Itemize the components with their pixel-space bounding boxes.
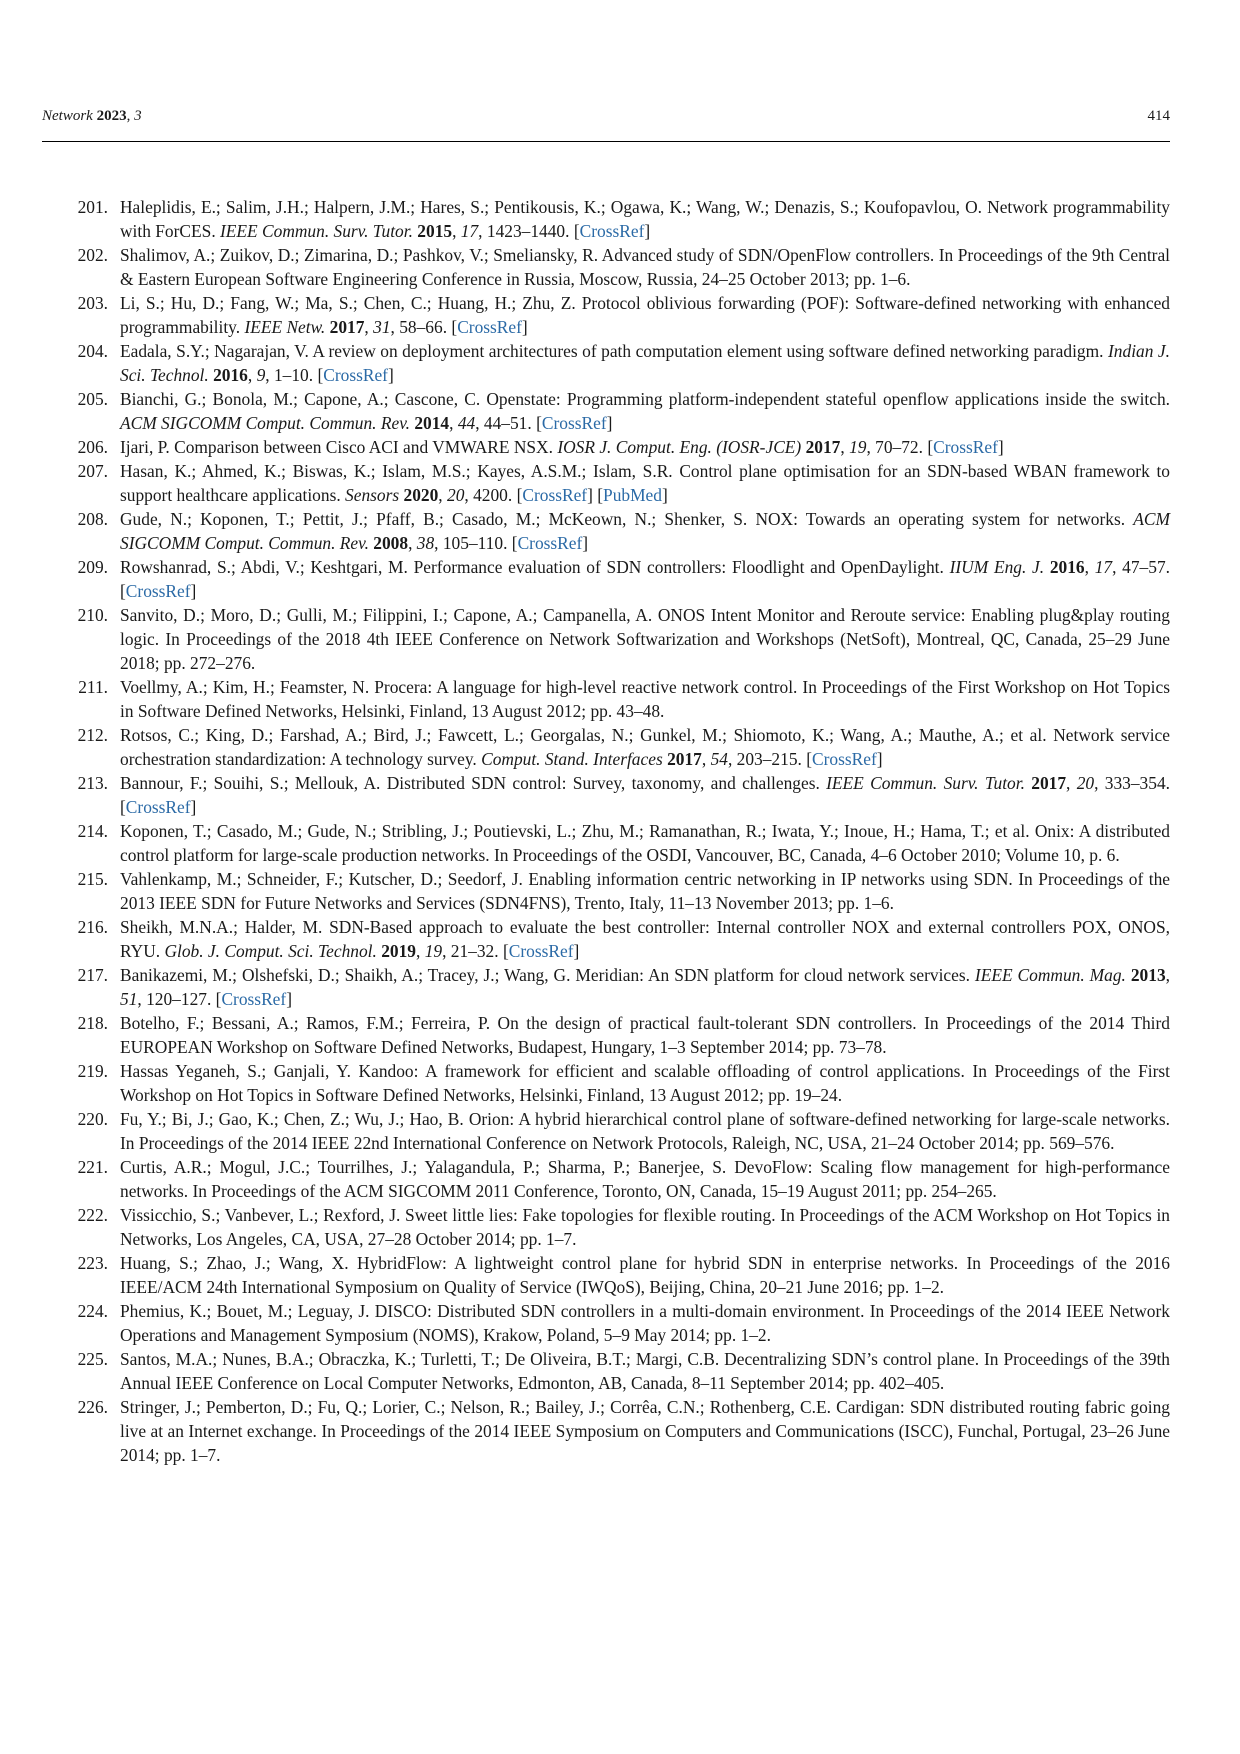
reference-number: 201.	[77, 197, 108, 217]
reference-journal: IEEE Commun. Surv. Tutor.	[826, 773, 1025, 793]
reference-year: 2017	[329, 317, 365, 337]
reference-number: 222.	[77, 1205, 108, 1225]
reference-segment: Hasan, K.; Ahmed, K.; Biswas, K.; Islam, M.S.; Kayes, A.S.M.; Islam, S.R. Control plane optimisation for an SDN-based WBAN framework to support healthcare applications.	[120, 461, 1170, 505]
reference-year: 2017	[805, 437, 841, 457]
reference-item	[42, 1251, 1170, 1299]
reference-segment: ]	[387, 365, 394, 385]
reference-text	[120, 1203, 1170, 1251]
reference-item	[42, 435, 1170, 459]
reference-journal: 20	[447, 485, 465, 505]
reference-year: 2016	[1049, 557, 1085, 577]
reference-journal: 9	[256, 365, 266, 385]
reference-segment: ,	[438, 485, 447, 505]
reference-segment: Voellmy, A.; Kim, H.; Feamster, N. Procera: A language for high-level reactive network control. In Proceedings of the First Workshop on Hot Topics in Software Defined Networks, Helsinki, Finland, 13 August 2012; pp. 43–48.	[120, 677, 1170, 721]
reference-segment: ]	[190, 581, 197, 601]
reference-item	[42, 1059, 1170, 1107]
reference-segment: , 21–32. [	[442, 941, 509, 961]
reference-segment: Rowshanrad, S.; Abdi, V.; Keshtgari, M. Performance evaluation of SDN controllers: Floodlight and OpenDaylight.	[120, 557, 950, 577]
crossref-link[interactable]: CrossRef	[517, 533, 583, 553]
reference-item	[42, 1347, 1170, 1395]
reference-segment: Sheikh, M.N.A.; Halder, M. SDN-Based approach to evaluate the best controller: Internal controller NOX and external controllers POX, ONOS, RYU.	[120, 917, 1170, 961]
reference-item	[42, 339, 1170, 387]
reference-segment: Stringer, J.; Pemberton, D.; Fu, Q.; Lorier, C.; Nelson, R.; Bailey, J.; Corrêa, C.N.; Rothenberg, C.E. Cardigan: SDN distributed routing fabric going live at an Internet exchange. In Proceedings of the 2014 IEEE Symposium on Computers and Communications (ISCC), Funchal, Portugal, 23–26 June 2014; pp. 1–7.	[120, 1397, 1170, 1465]
reference-year: 2020	[403, 485, 439, 505]
reference-segment: Gude, N.; Koponen, T.; Pettit, J.; Pfaff, B.; Casado, M.; McKeown, N.; Shenker, S. NOX: Towards an operating system for networks.	[120, 509, 1134, 529]
reference-segment: Fu, Y.; Bi, J.; Gao, K.; Chen, Z.; Wu, J.; Hao, B. Orion: A hybrid hierarchical control plane of software-defined networking for large-scale networks. In Proceedings of the 2014 IEEE 22nd International Conference on Network Protocols, Raleigh, NC, USA, 21–24 October 2014; pp. 569–576.	[120, 1109, 1170, 1153]
journal-year: 2023	[96, 108, 127, 124]
reference-text	[120, 819, 1170, 867]
reference-text	[120, 243, 1170, 291]
reference-segment: , 203–215. [	[727, 749, 813, 769]
reference-year: 2017	[1031, 773, 1067, 793]
crossref-link[interactable]: CrossRef	[323, 365, 388, 385]
reference-segment: ,	[1165, 965, 1170, 985]
reference-number: 211.	[78, 677, 108, 697]
reference-item	[42, 1395, 1170, 1467]
reference-item	[42, 723, 1170, 771]
reference-text	[120, 1251, 1170, 1299]
reference-number: 226.	[77, 1397, 108, 1417]
reference-number: 202.	[77, 245, 108, 265]
reference-item	[42, 771, 1170, 819]
reference-number: 215.	[77, 869, 108, 889]
reference-item	[42, 387, 1170, 435]
reference-segment: ]	[190, 797, 197, 817]
reference-segment: Curtis, A.R.; Mogul, J.C.; Tourrilhes, J.; Yalagandula, P.; Sharma, P.; Banerjee, S. DevoFlow: Scaling flow management for high-performance networks. In Proceedings of the ACM SIGCOMM 2011 Conference, Toronto, ON, Canada, 15–19 August 2011; pp. 254–265.	[120, 1157, 1170, 1201]
reference-segment: Sanvito, D.; Moro, D.; Gulli, M.; Filippini, I.; Capone, A.; Campanella, A. ONOS Intent Monitor and Reroute service: Enabling plug&play routing logic. In Proceedings of the 2018 4th IEEE Conference on Network Softwarization and Workshops (NetSoft), Montreal, QC, Canada, 25–29 June 2018; pp. 272–276.	[120, 605, 1170, 673]
reference-text	[120, 387, 1170, 435]
reference-number: 203.	[77, 293, 108, 313]
reference-item	[42, 819, 1170, 867]
crossref-link[interactable]: CrossRef	[221, 989, 287, 1009]
reference-number: 221.	[77, 1157, 108, 1177]
reference-text	[120, 459, 1170, 507]
reference-text	[120, 915, 1170, 963]
reference-text	[120, 555, 1170, 603]
reference-text	[120, 1011, 1170, 1059]
reference-number: 205.	[77, 389, 108, 409]
crossref-link[interactable]: CrossRef	[125, 797, 191, 817]
reference-journal: Comput. Stand. Interfaces	[481, 749, 663, 769]
reference-segment: Bianchi, G.; Bonola, M.; Capone, A.; Cascone, C. Openstate: Programming platform-independent stateful openflow applications inside the switch.	[120, 389, 1170, 409]
reference-number: 208.	[77, 509, 108, 529]
reference-number: 218.	[77, 1013, 108, 1033]
journal-name: Network	[42, 108, 93, 124]
reference-text	[120, 435, 1170, 459]
reference-number: 225.	[77, 1349, 108, 1369]
reference-year: 2015	[417, 221, 453, 241]
reference-text	[120, 339, 1170, 387]
reference-segment: ,	[840, 437, 850, 457]
reference-year: 2017	[667, 749, 702, 769]
reference-number: 207.	[77, 461, 108, 481]
reference-segment: Haleplidis, E.; Salim, J.H.; Halpern, J.M.; Hares, S.; Pentikousis, K.; Ogawa, K.; Wang, W.; Denazis, S.; Koufopavlou, O. Network programmability with ForCES.	[120, 197, 1170, 241]
reference-journal: IEEE Commun. Mag.	[974, 965, 1126, 985]
reference-segment: Koponen, T.; Casado, M.; Gude, N.; Stribling, J.; Poutievski, L.; Zhu, M.; Ramanathan, R.; Iwata, Y.; Inoue, H.; Hama, T.; et al. Onix: A distributed control platform for large-scale production networks. In Proceedings of the OSDI, Vancouver, BC, Canada, 4–6 October 2010; Volume 10, p. 6.	[120, 821, 1170, 865]
journal-volume: 3	[134, 108, 142, 124]
reference-item	[42, 1107, 1170, 1155]
journal-citation: Network 2023, 3	[42, 108, 142, 124]
reference-segment: ]	[876, 749, 883, 769]
reference-segment: , 47–57. [	[120, 557, 1170, 601]
reference-item	[42, 507, 1170, 555]
crossref-link[interactable]: CrossRef	[579, 221, 645, 241]
reference-journal: 17	[1094, 557, 1113, 577]
reference-item	[42, 1299, 1170, 1347]
reference-text	[120, 771, 1170, 819]
reference-text	[120, 963, 1170, 1011]
reference-segment: Vissicchio, S.; Vanbever, L.; Rexford, J. Sweet little lies: Fake topologies for flexible routing. In Proceedings of the ACM Workshop on Hot Topics in Networks, Los Angeles, CA, USA, 27–28 October 2014; pp. 1–7.	[120, 1205, 1170, 1249]
reference-year: 2019	[381, 941, 416, 961]
reference-segment: ] [	[587, 485, 604, 505]
running-header	[42, 108, 1170, 125]
reference-list	[42, 195, 1170, 1467]
reference-number: 210.	[77, 605, 108, 625]
reference-segment: Hassas Yeganeh, S.; Ganjali, Y. Kandoo: A framework for efficient and scalable offloading of control applications. In Proceedings of the First Workshop on Hot Topics in Software Defined Networks, Helsinki, Finland, 13 August 2012; pp. 19–24.	[120, 1061, 1170, 1105]
reference-number: 214.	[77, 821, 108, 841]
reference-segment: , 4200. [	[464, 485, 523, 505]
reference-number: 206.	[77, 437, 108, 457]
reference-segment: Huang, S.; Zhao, J.; Wang, X. HybridFlow: A lightweight control plane for hybrid SDN in enterprise networks. In Proceedings of the 2016 IEEE/ACM 24th International Symposium on Quality of Service (IWQoS), Beijing, China, 20–21 June 2016; pp. 1–2.	[120, 1253, 1170, 1297]
reference-text	[120, 603, 1170, 675]
reference-segment: ,	[364, 317, 374, 337]
reference-journal: 19	[424, 941, 443, 961]
reference-number: 213.	[77, 773, 108, 793]
reference-journal: Indian J. Sci. Technol.	[120, 341, 1170, 385]
reference-text	[120, 291, 1170, 339]
reference-segment: Phemius, K.; Bouet, M.; Leguay, J. DISCO: Distributed SDN controllers in a multi-domain environment. In Proceedings of the 2014 IEEE Network Operations and Management Symposium (NOMS), Krakow, Poland, 5–9 May 2014; pp. 1–2.	[120, 1301, 1170, 1345]
reference-segment: Eadala, S.Y.; Nagarajan, V. A review on deployment architectures of path computation element using software defined networking paradigm.	[120, 341, 1109, 361]
reference-segment: ]	[997, 437, 1004, 457]
reference-number: 220.	[77, 1109, 108, 1129]
crossref-link[interactable]: CrossRef	[933, 437, 998, 457]
reference-number: 217.	[77, 965, 108, 985]
reference-journal: 54	[710, 749, 728, 769]
crossref-link[interactable]: CrossRef	[812, 749, 877, 769]
reference-journal: 51	[120, 989, 138, 1009]
reference-segment: , 333–354. [	[120, 773, 1170, 817]
header-divider	[42, 141, 1170, 142]
reference-journal: Sensors	[345, 485, 400, 505]
reference-segment: Bannour, F.; Souihi, S.; Mellouk, A. Distributed SDN control: Survey, taxonomy, and challenges.	[120, 773, 827, 793]
reference-number: 224.	[77, 1301, 108, 1321]
reference-segment: Shalimov, A.; Zuikov, D.; Zimarina, D.; Pashkov, V.; Smeliansky, R. Advanced study of SDN/OpenFlow controllers. In Proceedings of the 9th Central & Eastern European Software Engineering Conference in Russia, Moscow, Russia, 24–25 October 2013; pp. 1–6.	[120, 245, 1170, 289]
crossref-link[interactable]: CrossRef	[541, 413, 607, 433]
reference-journal: Glob. J. Comput. Sci. Technol.	[164, 941, 377, 961]
reference-journal: IOSR J. Comput. Eng. (IOSR-JCE)	[557, 437, 802, 457]
reference-segment: ,	[415, 941, 425, 961]
crossref-link[interactable]: CrossRef	[457, 317, 522, 337]
reference-text	[120, 675, 1170, 723]
reference-segment: , 58–66. [	[390, 317, 458, 337]
crossref-link[interactable]: CrossRef	[508, 941, 574, 961]
reference-segment: Banikazemi, M.; Olshefski, D.; Shaikh, A.; Tracey, J.; Wang, G. Meridian: An SDN platform for cloud network services.	[120, 965, 975, 985]
reference-segment: , 70–72. [	[866, 437, 934, 457]
reference-text	[120, 1395, 1170, 1467]
reference-year: 2008	[373, 533, 409, 553]
reference-segment: ,	[701, 749, 711, 769]
pubmed-link[interactable]: PubMed	[603, 485, 662, 505]
reference-segment: ]	[286, 989, 292, 1009]
reference-text	[120, 1107, 1170, 1155]
reference-segment: Vahlenkamp, M.; Schneider, F.; Kutscher, D.; Seedorf, J. Enabling information centric networking in IP networks using SDN. In Proceedings of the 2013 IEEE SDN for Future Networks and Services (SDN4FNS), Trento, Italy, 11–13 November 2013; pp. 1–6.	[120, 869, 1170, 913]
reference-item	[42, 291, 1170, 339]
reference-text	[120, 1059, 1170, 1107]
reference-segment: ,	[1066, 773, 1077, 793]
reference-item	[42, 1203, 1170, 1251]
reference-number: 223.	[77, 1253, 108, 1273]
reference-item	[42, 603, 1170, 675]
reference-segment: , 44–51. [	[475, 413, 542, 433]
reference-journal: 38	[416, 533, 435, 553]
reference-item	[42, 675, 1170, 723]
reference-item	[42, 963, 1170, 1011]
reference-journal: 17	[460, 221, 479, 241]
reference-text	[120, 195, 1170, 243]
reference-year: 2013	[1130, 965, 1166, 985]
reference-journal: IIUM Eng. J.	[949, 557, 1045, 577]
reference-item	[42, 867, 1170, 915]
reference-item	[42, 243, 1170, 291]
reference-journal: 44	[457, 413, 476, 433]
reference-journal: IEEE Netw.	[244, 317, 326, 337]
reference-segment: ]	[521, 317, 528, 337]
reference-segment: Li, S.; Hu, D.; Fang, W.; Ma, S.; Chen, C.; Huang, H.; Zhu, Z. Protocol oblivious forwarding (POF): Software-defined networking with enhanced programmability.	[120, 293, 1170, 337]
reference-text	[120, 867, 1170, 915]
reference-segment: Ijari, P. Comparison between Cisco ACI and VMWARE NSX.	[120, 437, 558, 457]
crossref-link[interactable]: CrossRef	[522, 485, 588, 505]
reference-segment: ]	[661, 485, 668, 505]
reference-item	[42, 915, 1170, 963]
reference-text	[120, 1155, 1170, 1203]
reference-item	[42, 1155, 1170, 1203]
reference-item	[42, 555, 1170, 603]
reference-number: 212.	[77, 725, 108, 745]
reference-segment: ]	[606, 413, 613, 433]
reference-journal: IEEE Commun. Surv. Tutor.	[220, 221, 413, 241]
reference-segment: ,	[449, 413, 458, 433]
reference-item	[42, 1011, 1170, 1059]
reference-number: 219.	[77, 1061, 108, 1081]
reference-text	[120, 723, 1170, 771]
page-number: 414	[1147, 108, 1170, 124]
reference-journal: 19	[849, 437, 867, 457]
reference-item	[42, 459, 1170, 507]
reference-text	[120, 1299, 1170, 1347]
reference-segment: ]	[573, 941, 580, 961]
reference-year: 2014	[414, 413, 450, 433]
reference-segment: , 105–110. [	[434, 533, 518, 553]
reference-journal: 31	[373, 317, 391, 337]
crossref-link[interactable]: CrossRef	[125, 581, 191, 601]
reference-segment: Rotsos, C.; King, D.; Farshad, A.; Bird, J.; Fawcett, L.; Georgalas, N.; Gunkel, M.; Shiomoto, K.; Wang, A.; Mauthe, A.; et al. Network service orchestration standardization: A technology survey.	[120, 725, 1170, 769]
reference-segment: , 1–10. [	[265, 365, 324, 385]
reference-text	[120, 507, 1170, 555]
reference-number: 216.	[77, 917, 108, 937]
reference-journal: ACM SIGCOMM Comput. Commun. Rev.	[120, 509, 1170, 553]
reference-number: 209.	[77, 557, 108, 577]
reference-segment: , 1423–1440. [	[478, 221, 580, 241]
reference-journal: 20	[1076, 773, 1095, 793]
reference-segment: Botelho, F.; Bessani, A.; Ramos, F.M.; Ferreira, P. On the design of practical fault-tolerant SDN controllers. In Proceedings of the 2014 Third EUROPEAN Workshop on Software Defined Networks, Budapest, Hungary, 1–3 September 2014; pp. 73–78.	[120, 1013, 1170, 1057]
reference-journal: ACM SIGCOMM Comput. Commun. Rev.	[120, 413, 410, 433]
reference-segment: Santos, M.A.; Nunes, B.A.; Obraczka, K.; Turletti, T.; De Oliveira, B.T.; Margi, C.B. Decentralizing SDN’s control plane. In Proceedings of the 39th Annual IEEE Conference on Local Computer Networks, Edmonton, AB, Canada, 8–11 September 2014; pp. 402–405.	[120, 1349, 1170, 1393]
reference-segment: ]	[582, 533, 589, 553]
reference-number: 204.	[77, 341, 108, 361]
reference-segment: ,	[408, 533, 417, 553]
reference-segment: , 120–127. [	[137, 989, 222, 1009]
reference-segment: ,	[452, 221, 461, 241]
reference-year: 2016	[213, 365, 248, 385]
reference-segment: ,	[1084, 557, 1095, 577]
reference-text	[120, 1347, 1170, 1395]
reference-item	[42, 195, 1170, 243]
reference-segment: ,	[247, 365, 257, 385]
reference-segment: ]	[644, 221, 651, 241]
